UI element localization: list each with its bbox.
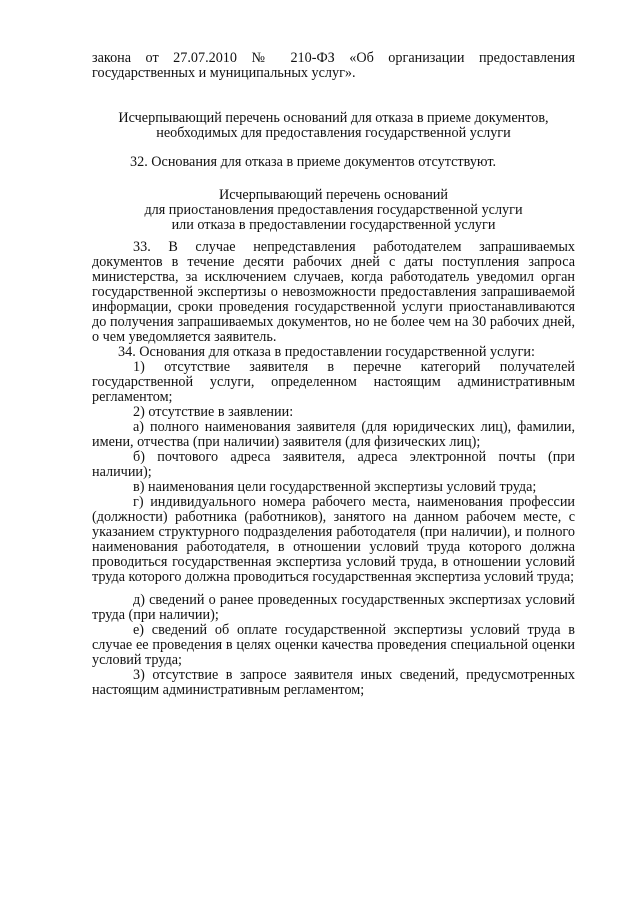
list-item-2d: д) сведений о ранее проведенных государственных экспертизах условий труда (при наличии);: [92, 592, 575, 623]
heading-line: Исчерпывающий перечень оснований для отказа в приеме документов,: [118, 110, 549, 126]
list-item-2a: а) полного наименования заявителя (для юридических лиц), фамилии, имени, отчества (при наличии) заявителя (для физических лиц);: [92, 419, 575, 450]
list-item-2e: е) сведений об оплате государственной экспертизы условий труда в случае ее проведения в целях оценки качества проведения специальной оценки условий труда;: [92, 622, 575, 668]
list-item-3: 3) отсутствие в запросе заявителя иных сведений, предусмотренных настоящим административным регламентом;: [92, 667, 575, 698]
heading-line: для приостановления предоставления государственной услуги: [144, 202, 523, 218]
heading-refusal-acceptance: [92, 111, 575, 141]
heading-line: Исчерпывающий перечень оснований: [219, 187, 448, 203]
law-reference-paragraph: закона от 27.07.2010 № 210-ФЗ «Об организации предоставления государственных и муниципальных услуг».: [92, 50, 575, 81]
paragraph-32: 32. Основания для отказа в приеме документов отсутствуют.: [130, 154, 497, 170]
paragraph-34: 34. Основания для отказа в предоставлении государственной услуги:: [118, 344, 535, 360]
list-item-2: 2) отсутствие в заявлении:: [133, 404, 294, 420]
list-item-2v: в) наименования цели государственной экспертизы условий труда;: [133, 479, 537, 495]
list-item-2b: б) почтового адреса заявителя, адреса электронной почты (при наличии);: [92, 449, 575, 480]
heading-line: или отказа в предоставлении государственной услуги: [171, 217, 496, 233]
heading-line: необходимых для предоставления государственной услуги: [156, 125, 511, 141]
heading-suspension-refusal: [92, 188, 575, 233]
paragraph-33: 33. В случае непредставления работодателем запрашиваемых документов в течение десяти рабочих дней с даты поступления запроса министерства, за исключением случаев, когда работодатель уведомил орган государственной экспертизы о невозможности предоставления запрашиваемой информации, сроки проведения государственной услуги приостанавливаются до получения запрашиваемых документов, но не более чем на 30 рабочих дней, о чем уведомляется заявитель.: [92, 239, 575, 345]
list-item-1: 1) отсутствие заявителя в перечне категорий получателей государственной услуги, определенном настоящим административным регламентом;: [92, 359, 575, 405]
list-item-2g: г) индивидуального номера рабочего места, наименования профессии (должности) работника (работников), занятого на данном рабочем месте, с указанием структурного подразделения работодателя (при наличии), и полного наименования работодателя, в отношении условий труда которого должна проводиться государственная экспертиза условий труда, в отношении условий труда которого должна проводиться государственная экспертиза условий труда;: [92, 494, 575, 585]
